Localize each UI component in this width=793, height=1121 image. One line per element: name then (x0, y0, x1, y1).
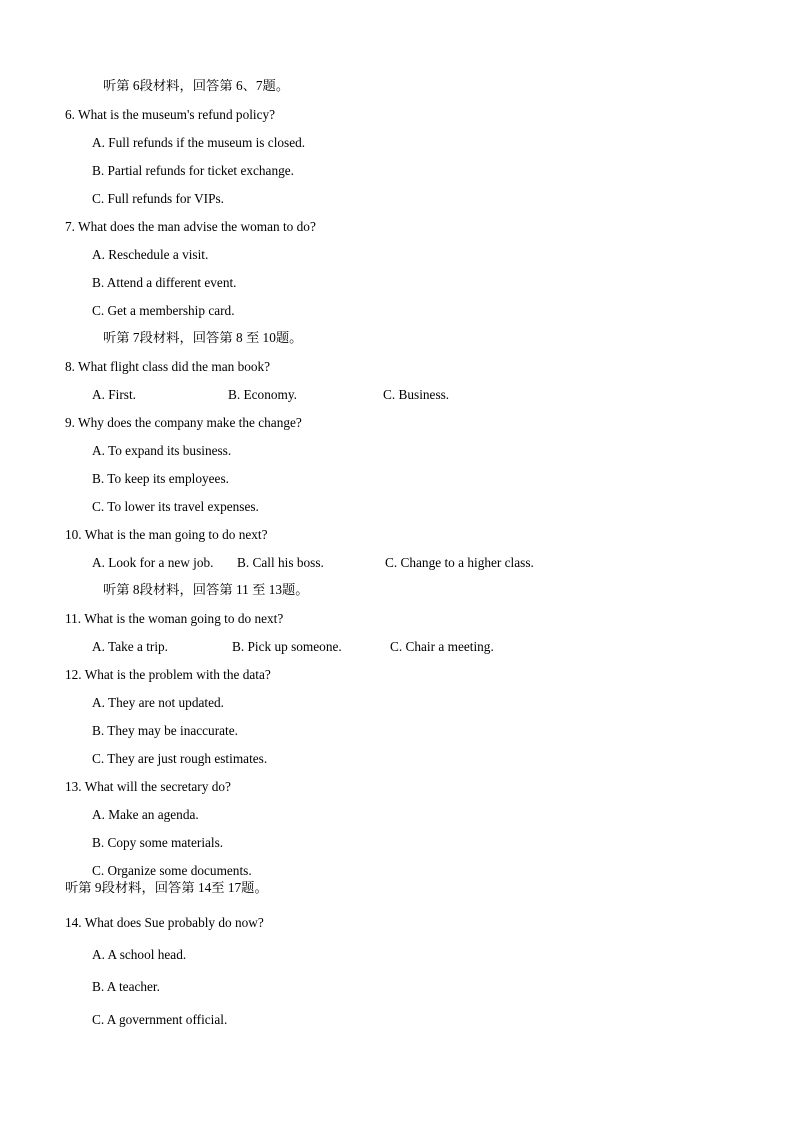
question-8-option-b: B. Economy. (228, 387, 297, 402)
question-10-option-b: B. Call his boss. (237, 555, 324, 570)
question-7-option-c: C. Get a membership card. (92, 303, 235, 318)
question-9-option-c: C. To lower its travel expenses. (92, 499, 259, 514)
question-7-option-b: B. Attend a different event. (92, 275, 237, 290)
question-9-option-a: A. To expand its business. (92, 443, 232, 458)
question-13-stem: 13. What will the secretary do? (65, 779, 231, 794)
question-11-stem: 11. What is the woman going to do next? (65, 611, 284, 626)
question-6-option-b: B. Partial refunds for ticket exchange. (92, 163, 294, 178)
question-12-option-c: C. They are just rough estimates. (92, 751, 268, 766)
question-11-option-a: A. Take a trip. (92, 639, 168, 654)
question-7-stem: 7. What does the man advise the woman to do? (65, 219, 316, 234)
question-7-option-a: A. Reschedule a visit. (92, 247, 209, 262)
question-10-option-a: A. Look for a new job. (92, 555, 214, 570)
question-6-option-c: C. Full refunds for VIPs. (92, 191, 224, 206)
question-13-option-b: B. Copy some materials. (92, 835, 224, 850)
question-12-option-b: B. They may be inaccurate. (92, 723, 238, 738)
question-14-option-c: C. A government official. (92, 1012, 228, 1027)
question-6-stem: 6. What is the museum's refund policy? (65, 107, 276, 122)
question-13-option-c: C. Organize some documents. (92, 863, 252, 878)
question-13-option-a: A. Make an agenda. (92, 807, 199, 822)
question-14-option-a: A. A school head. (92, 947, 187, 962)
question-8-option-c: C. Business. (383, 387, 450, 402)
question-10-stem: 10. What is the man going to do next? (65, 527, 268, 542)
section-9-heading: 听第 9段材料，回答第 14至 17题。 (65, 880, 268, 895)
question-14-stem: 14. What does Sue probably do now? (65, 915, 264, 930)
question-8-stem: 8. What flight class did the man book? (65, 359, 271, 374)
question-9-stem: 9. Why does the company make the change? (65, 415, 302, 430)
section-6-heading: 听第 6段材料，回答第 6、7题。 (103, 78, 290, 93)
section-7-heading: 听第 7段材料，回答第 8 至 10题。 (103, 330, 303, 345)
question-12-option-a: A. They are not updated. (92, 695, 224, 710)
question-8-option-a: A. First. (92, 387, 136, 402)
question-11-option-c: C. Chair a meeting. (390, 639, 494, 654)
question-12-stem: 12. What is the problem with the data? (65, 667, 271, 682)
section-8-heading: 听第 8段材料，回答第 11 至 13题。 (103, 582, 309, 597)
question-9-option-b: B. To keep its employees. (92, 471, 229, 486)
question-11-option-b: B. Pick up someone. (232, 639, 342, 654)
question-6-option-a: A. Full refunds if the museum is closed. (92, 135, 306, 150)
question-10-option-c: C. Change to a higher class. (385, 555, 534, 570)
question-14-option-b: B. A teacher. (92, 979, 160, 994)
